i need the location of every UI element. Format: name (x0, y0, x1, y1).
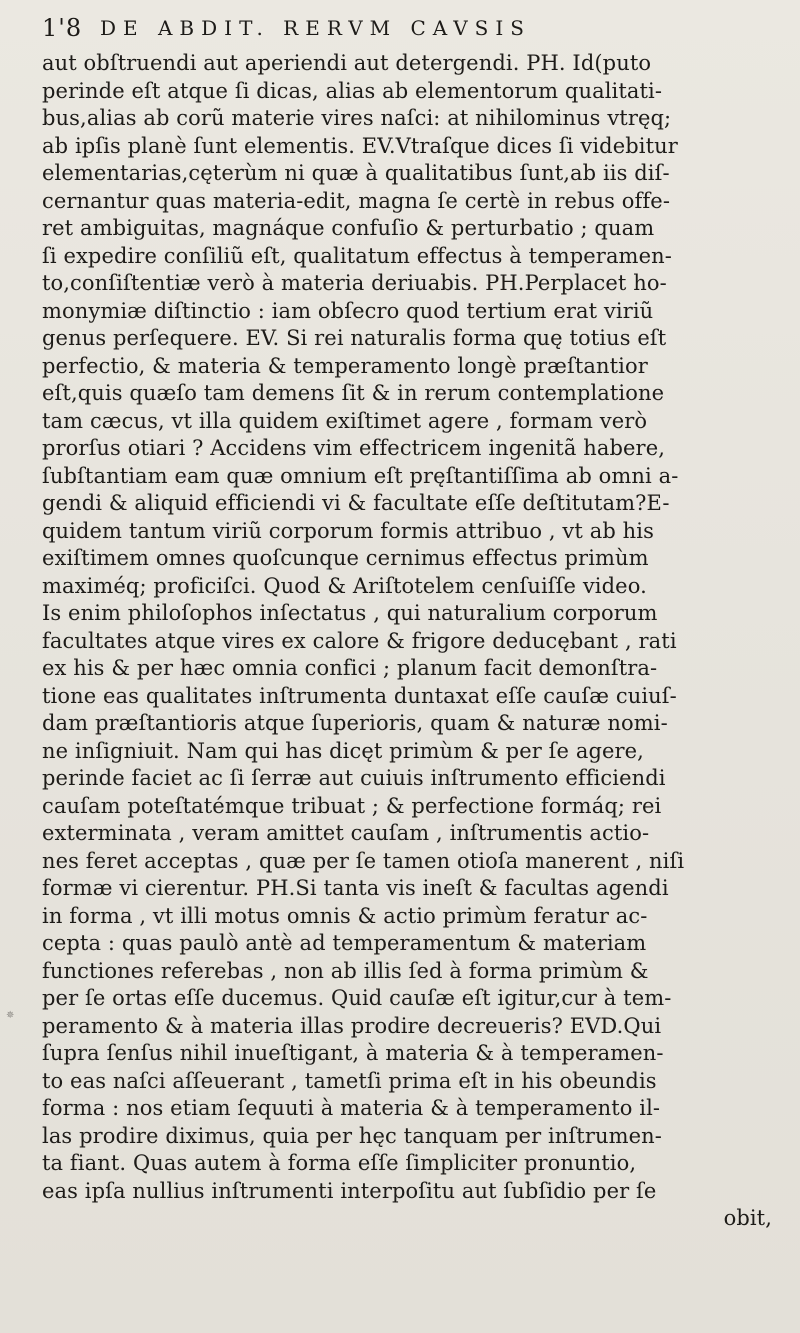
text-line: peramento & à materia illas prodire decreueris? EVD.Qui (42, 1013, 662, 1038)
page-header (42, 14, 772, 44)
text-line: ſupra ſenſus nihil inueſtigant, à materia & à temperamen- (42, 1041, 664, 1065)
text-line: bus,alias ab corũ materie vires naſci: at nihilominus vtręq; (42, 106, 672, 130)
running-head: DE ABDIT. RERVM CAVSIS (100, 16, 531, 40)
text-line: quidem tantum viriũ corporum formis attribuo , vt ab his (42, 518, 654, 543)
text-line: monymiæ diſtinctio : iam obſecro quod tertium erat viriũ (42, 298, 654, 323)
text-line: genus perſequere. EV. Si rei naturalis forma quę totius eſt (42, 326, 667, 350)
text-line: per ſe ortas eſſe ducemus. Quid cauſæ eſt igitur,cur à tem- (42, 986, 672, 1010)
text-line: cepta : quas paulò antè ad temperamentum & materiam (42, 931, 647, 955)
text-line: to,conſiſtentiæ verò à materia deriuabis. PH.Perplacet ho- (42, 271, 667, 295)
text-line: ſi expedire conſiliũ eſt, qualitatum effectus à temperamen- (42, 243, 672, 268)
text-line: ab ipſis planè ſunt elementis. EV.Vtraſque dices ſi videbitur (42, 133, 678, 158)
text-line: eſt,quis quæſo tam demens ſit & in rerum contemplatione (42, 381, 665, 405)
text-line: ne inſigniuit. Nam qui has dicęt primùm & per ſe agere, (42, 738, 644, 763)
text-line: ta fiant. Quas autem à forma eſſe ſimpliciter pronuntio, (42, 1151, 637, 1175)
text-line: ex his & per hæc omnia confici ; planum facit demonſtra- (42, 656, 658, 680)
text-line: facultates atque vires ex calore & frigore deducębant , rati (42, 628, 677, 653)
text-line: formæ vi cierentur. PH.Si tanta vis ineſt & facultas agendi (42, 876, 669, 900)
text-line: cauſam poteſtatémque tribuat ; & perfectione formáq; rei (42, 793, 662, 818)
catchword: obit, (723, 1206, 772, 1230)
text-line: functiones referebas , non ab illis ſed à forma primùm & (42, 958, 649, 983)
text-line: gendi & aliquid efficiendi vi & facultate eſſe deſtitutam?E- (42, 491, 670, 515)
body-text (42, 50, 782, 1233)
text-line: to eas naſci aſſeuerant , tametſi prima eſt in his obeundis (42, 1068, 657, 1093)
text-line: forma : nos etiam ſequuti à materia & à temperamento il- (42, 1096, 661, 1120)
text-line: exterminata , veram amittet cauſam , inſtrumentis actio- (42, 821, 650, 845)
text-line: cernantur quas materia-edit, magna ſe certè in rebus offe- (42, 188, 671, 213)
text-line: maximéq; proficiſci. Quod & Ariſtotelem cenſuiſſe video. (42, 573, 647, 598)
page-number: 1'8 (42, 14, 83, 42)
text-line: in forma , vt illi motus omnis & actio primùm feratur ac- (42, 903, 648, 928)
text-line: dam præſtantioris atque ſuperioris, quam & naturæ nomi- (42, 711, 668, 735)
text-line: elementarias,cęterùm ni quæ à qualitatibus ſunt,ab iis diſ- (42, 161, 670, 185)
text-line: las prodire diximus, quia per hęc tanquam per inſtrumen- (42, 1123, 662, 1148)
text-line: perinde eſt atque ſi dicas, alias ab elementorum qualitati- (42, 78, 663, 103)
text-line: perinde faciet ac ſi ſerræ aut cuiuis inſtrumento efficiendi (42, 766, 666, 790)
text-line: perfectio, & materia & temperamento longè præſtantior (42, 353, 648, 378)
text-line: ſubſtantiam eam quæ omnium eſt pręſtantiſſima ab omni a- (42, 463, 679, 488)
text-line: aut obſtruendi aut aperiendi aut detergendi. PH. Id(puto (42, 51, 652, 75)
text-line: ret ambiguitas, magnáque confuſio & perturbatio ; quam (42, 216, 655, 240)
text-line: nes feret acceptas , quæ per ſe tamen otioſa manerent , niſi (42, 848, 685, 873)
text-line: Is enim philoſophos inſectatus , qui naturalium corporum (42, 601, 658, 625)
text-line: tione eas qualitates inſtrumenta duntaxat eſſe cauſæ cuiuſ- (42, 683, 677, 708)
text-line: prorſus otiari ? Accidens vim effectricem ingenitã habere, (42, 436, 665, 460)
text-line: eas ipſa nullius inſtrumenti interpoſitu aut ſubſidio per ſe (42, 1178, 657, 1203)
text-line: exiſtimem omnes quoſcunque cernimus effectus primùm (42, 546, 649, 570)
ink-speck: ✵ (6, 1010, 15, 1021)
text-line: tam cæcus, vt illa quidem exiſtimet agere , formam verò (42, 408, 648, 433)
